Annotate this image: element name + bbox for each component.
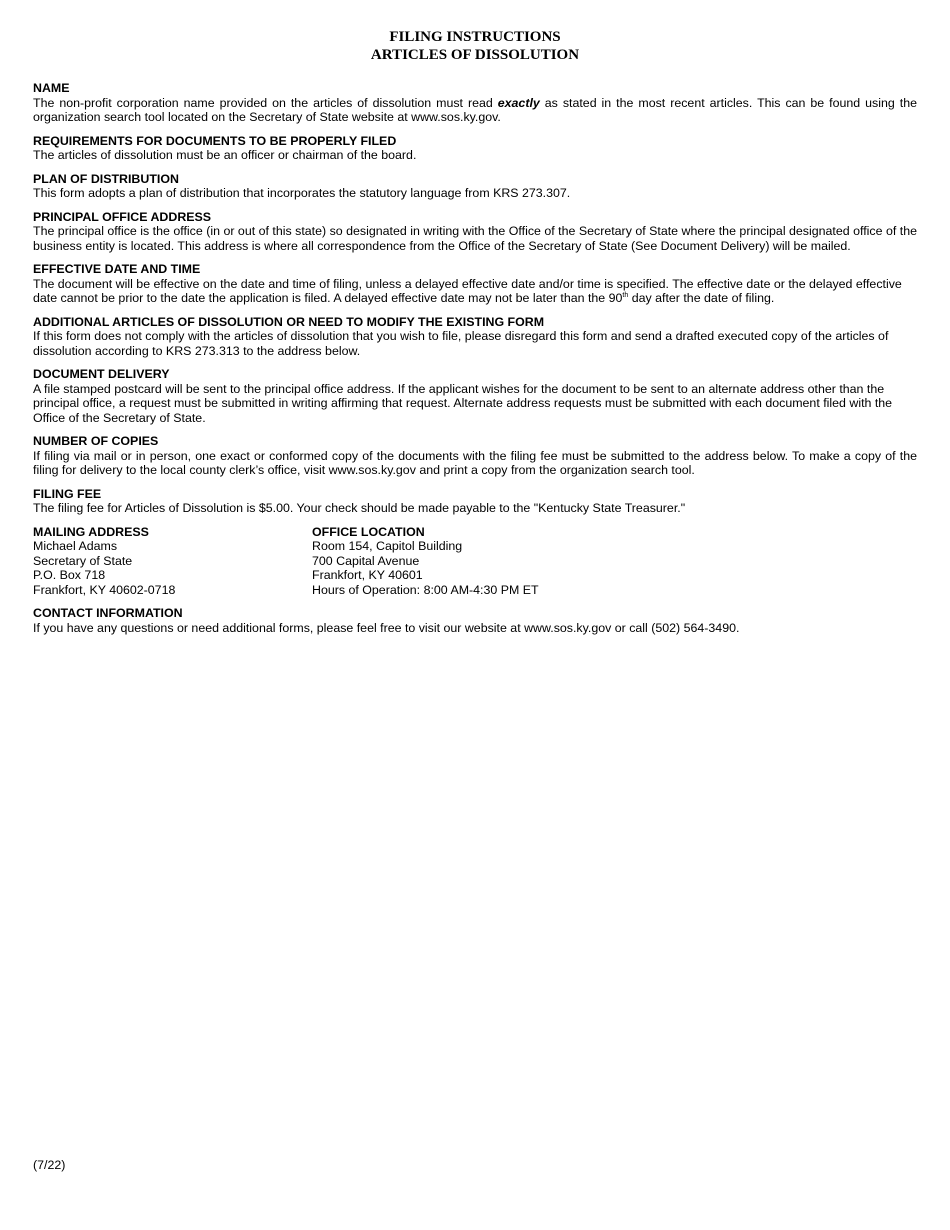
principal-office-text: The principal office is the office (in or out of this state) so designated in writing with the Office of the Secretary of State where the principal designated office of the business entity is located. This address is where all correspondence from the Office of the Secretary of State (See Document Delivery) will be mailed. <box>33 224 917 253</box>
office-line: Hours of Operation: 8:00 AM-4:30 PM ET <box>312 582 539 597</box>
contact-text: If you have any questions or need additional forms, please feel free to visit our website at www.sos.ky.gov or call (502) 564-3490. <box>33 620 740 635</box>
document-delivery-section <box>33 367 917 425</box>
effective-date-text <box>33 277 917 306</box>
principal-office-section <box>33 210 917 254</box>
name-text-before: The non-profit corporation name provided on the articles of dissolution must read <box>33 95 498 110</box>
requirements-heading: REQUIREMENTS FOR DOCUMENTS TO BE PROPERLY FILED <box>33 133 397 148</box>
fee-heading: FILING FEE <box>33 486 102 501</box>
address-section <box>33 525 917 598</box>
effective-date-text-before: The document will be effective on the date and time of filing, unless a delayed effective date and/or time is specified. The effective date or the delayed effective date cannot be prior to the date the application is filed. A delayed effective date may not be later than the 90 <box>33 276 902 305</box>
office-line: Room 154, Capitol Building <box>312 539 463 553</box>
document-title <box>33 28 917 64</box>
office-location-block <box>312 525 917 598</box>
requirements-section <box>33 134 917 163</box>
office-line: 700 Capital Avenue <box>312 553 420 568</box>
mailing-line: Frankfort, KY 40602-0718 <box>33 582 176 597</box>
effective-date-text-after: day after the date of filing. <box>628 291 775 305</box>
fee-text: The filing fee for Articles of Dissolution is $5.00. Your check should be made payable to the "Kentucky State Treasurer." <box>33 501 686 515</box>
plan-text: This form adopts a plan of distribution that incorporates the statutory language from KRS 273.307. <box>33 186 571 200</box>
mailing-address-block <box>33 525 312 598</box>
additional-articles-heading: ADDITIONAL ARTICLES OF DISSOLUTION OR NEED TO MODIFY THE EXISTING FORM <box>33 314 545 329</box>
copies-text: If filing via mail or in person, one exact or conformed copy of the documents with the filing fee must be submitted to the address below. To make a copy of the filing for delivery to the local county clerk’s office, visit www.sos.ky.gov and print a copy from the organization search tool. <box>33 448 917 477</box>
name-text-emphasis: exactly <box>497 95 540 110</box>
document-delivery-heading: DOCUMENT DELIVERY <box>33 367 170 381</box>
document-delivery-text: A file stamped postcard will be sent to the principal office address. If the applicant wishes for the document to be sent to an alternate address other than the principal office, a request must be submitted in writing affirming that request. Alternate address requests must be submitted with each document filed with the Office of the Secretary of State. <box>33 381 893 425</box>
additional-articles-text: If this form does not comply with the articles of dissolution that you wish to file, please disregard this form and send a drafted executed copy of the articles of dissolution according to KRS 273.313 to the address below. <box>33 329 889 358</box>
mailing-line: Secretary of State <box>33 553 133 568</box>
fee-section <box>33 487 917 516</box>
title-line-2: ARTICLES OF DISSOLUTION <box>370 47 580 63</box>
mailing-heading: MAILING ADDRESS <box>33 524 149 539</box>
document-page <box>33 28 917 644</box>
additional-articles-section <box>33 315 917 359</box>
name-section <box>33 81 917 125</box>
mailing-line: P.O. Box 718 <box>33 568 106 582</box>
contact-heading: CONTACT INFORMATION <box>33 606 183 620</box>
title-line-1: FILING INSTRUCTIONS <box>389 29 561 45</box>
effective-date-superscript: th <box>622 291 629 299</box>
contact-section <box>33 606 917 635</box>
revision-date: (7/22) <box>33 1158 66 1172</box>
name-text <box>33 96 917 125</box>
name-text-after: as stated in the most recent articles. This can be found using the organization search tool located on the Secretary of State website at www.sos.ky.gov. <box>33 95 917 124</box>
requirements-text: The articles of dissolution must be an officer or chairman of the board. <box>33 148 417 162</box>
plan-section <box>33 172 917 201</box>
mailing-line: Michael Adams <box>33 539 118 553</box>
copies-heading: NUMBER OF COPIES <box>33 434 159 448</box>
office-heading: OFFICE LOCATION <box>312 524 425 539</box>
office-line: Frankfort, KY 40601 <box>312 568 423 582</box>
effective-date-heading: EFFECTIVE DATE AND TIME <box>33 262 201 276</box>
copies-section <box>33 434 917 478</box>
principal-office-heading: PRINCIPAL OFFICE ADDRESS <box>33 209 212 224</box>
effective-date-section <box>33 262 917 306</box>
plan-heading: PLAN OF DISTRIBUTION <box>33 171 179 186</box>
name-heading: NAME <box>33 81 70 95</box>
